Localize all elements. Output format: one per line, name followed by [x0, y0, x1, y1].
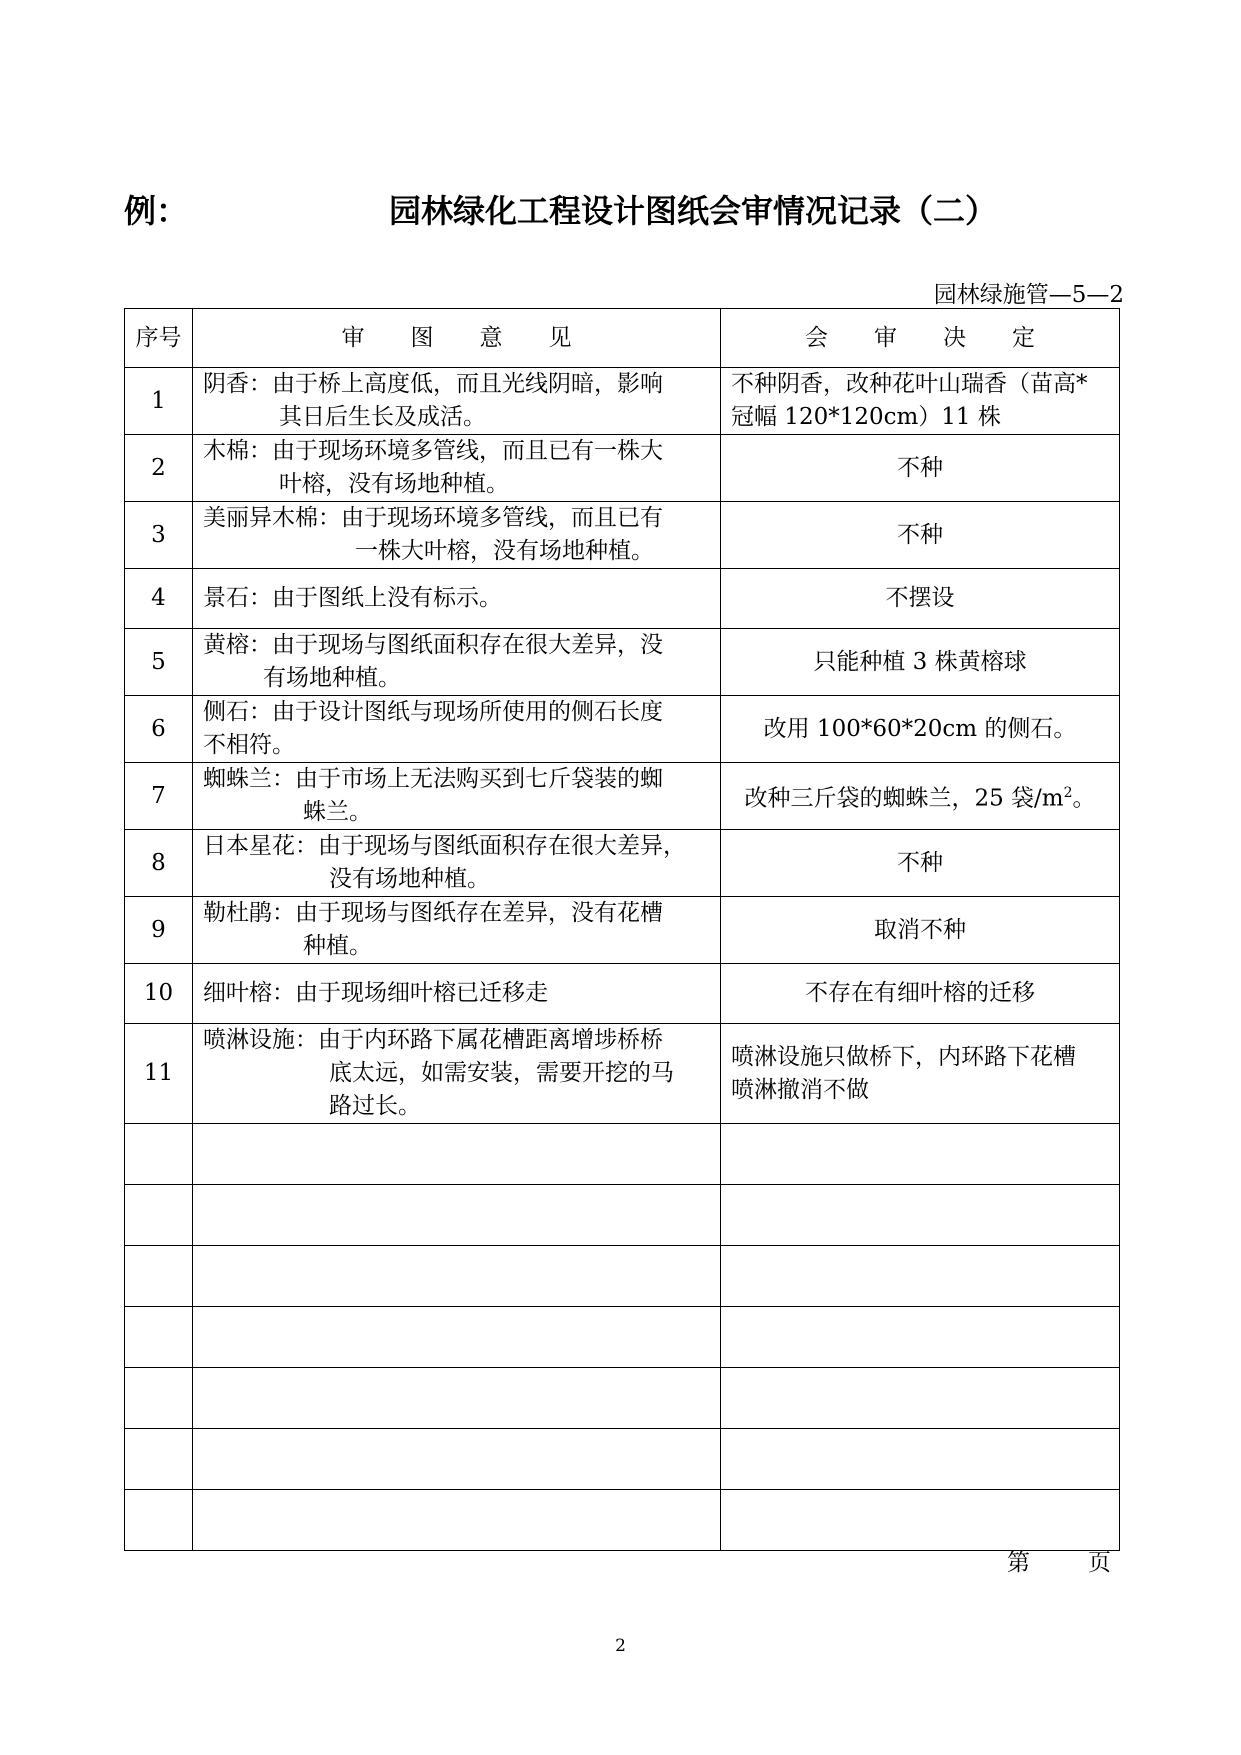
review-decision [721, 763, 1120, 830]
opinion-line: 不相符。 [203, 732, 295, 758]
opinion-line: 由于现场与图纸面积存在很大差异，没 [272, 632, 663, 658]
header-decision: 会 审 决 定 [721, 309, 1120, 368]
empty-cell [125, 1246, 193, 1307]
item-name: 勒杜鹃： [203, 900, 295, 926]
opinion-line: 由于现场环境多管线，而且已有 [341, 505, 663, 531]
opinion-line: 叶榕，没有场地种植。 [279, 471, 509, 497]
item-name: 景石： [203, 585, 272, 611]
example-label: 例： [124, 192, 189, 230]
empty-cell [125, 1124, 193, 1185]
table-row [125, 569, 1120, 629]
opinion-line: 由于设计图纸与现场所使用的侧石长度 [272, 699, 663, 725]
empty-cell [721, 1490, 1120, 1551]
opinion-line: 由于市场上无法购买到七斤袋装的蜘 [295, 766, 663, 792]
empty-row [125, 1246, 1120, 1307]
table-row [125, 830, 1120, 897]
review-opinion [193, 629, 721, 696]
review-decision [721, 1024, 1120, 1124]
document-title: 园林绿化工程设计图纸会审情况记录（二） [389, 192, 998, 230]
opinion-line: 底太远，如需安装，需要开挖的马 [329, 1060, 674, 1086]
review-opinion [193, 368, 721, 435]
item-name: 木棉： [203, 438, 272, 464]
empty-row [125, 1124, 1120, 1185]
decision-line: 冠幅 120*120cm）11 株 [731, 404, 1001, 430]
row-number: 10 [125, 964, 193, 1024]
review-opinion [193, 1024, 721, 1124]
item-name: 日本星花： [203, 833, 318, 859]
table-header-row [125, 309, 1120, 368]
empty-cell [721, 1185, 1120, 1246]
review-opinion [193, 897, 721, 964]
item-name: 侧石： [203, 699, 272, 725]
empty-row [125, 1185, 1120, 1246]
review-decision: 不种 [721, 502, 1120, 569]
row-number: 3 [125, 502, 193, 569]
row-number: 6 [125, 696, 193, 763]
table-row [125, 763, 1120, 830]
page-label-prefix: 第 [1007, 1550, 1030, 1576]
row-number: 11 [125, 1024, 193, 1124]
empty-row [125, 1429, 1120, 1490]
item-name: 阴香： [203, 371, 272, 397]
decision-line: 喷淋撤消不做 [731, 1076, 869, 1103]
row-number: 9 [125, 897, 193, 964]
page-label-suffix: 页 [1088, 1550, 1111, 1576]
opinion-line: 由于图纸上没有标示。 [272, 585, 502, 611]
empty-cell [721, 1246, 1120, 1307]
review-opinion [193, 502, 721, 569]
review-decision [721, 368, 1120, 435]
review-opinion [193, 696, 721, 763]
review-record-table [124, 308, 1120, 1551]
table-row [125, 1024, 1120, 1124]
review-decision: 改用 100*60*20cm 的侧石。 [721, 696, 1120, 763]
decision-line: 喷淋设施只做桥下，内环路下花槽 [731, 1043, 1076, 1070]
item-name: 喷淋设施： [203, 1027, 318, 1053]
review-opinion [193, 964, 721, 1024]
opinion-line: 路过长。 [329, 1093, 421, 1119]
opinion-line: 由于现场与图纸面积存在很大差异， [318, 833, 686, 859]
opinion-line: 一株大叶榕，没有场地种植。 [355, 538, 654, 564]
empty-cell [125, 1490, 193, 1551]
opinion-line: 由于现场环境多管线，而且已有一株大 [272, 438, 663, 464]
row-number: 7 [125, 763, 193, 830]
review-opinion [193, 763, 721, 830]
empty-cell [721, 1307, 1120, 1368]
review-decision: 不摆设 [721, 569, 1120, 629]
item-name: 美丽异木棉： [203, 505, 341, 531]
page-number: 2 [615, 1636, 626, 1656]
review-decision: 不存在有细叶榕的迁移 [721, 964, 1120, 1024]
table-row [125, 964, 1120, 1024]
opinion-line: 种植。 [303, 933, 372, 959]
empty-cell [125, 1185, 193, 1246]
superscript: 2 [1063, 784, 1073, 801]
empty-cell [125, 1368, 193, 1429]
opinion-line: 蛛兰。 [303, 799, 372, 825]
opinion-line: 其日后生长及成活。 [279, 404, 486, 430]
empty-cell [193, 1368, 721, 1429]
decision-line: 不种阴香，改种花叶山瑞香（苗高* [731, 371, 1088, 397]
empty-row [125, 1490, 1120, 1551]
form-code: 园林绿施管—5—2 [933, 282, 1124, 308]
empty-cell [193, 1185, 721, 1246]
empty-cell [125, 1429, 193, 1490]
table-row [125, 897, 1120, 964]
opinion-line: 有场地种植。 [263, 665, 401, 691]
empty-cell [193, 1124, 721, 1185]
table-row [125, 696, 1120, 763]
table-row [125, 502, 1120, 569]
row-number: 5 [125, 629, 193, 696]
table-row [125, 629, 1120, 696]
page-label [1007, 1544, 1111, 1577]
item-name: 黄榕： [203, 632, 272, 658]
opinion-line: 由于现场细叶榕已迁移走 [295, 980, 548, 1006]
review-opinion [193, 830, 721, 897]
empty-cell [193, 1246, 721, 1307]
empty-cell [125, 1307, 193, 1368]
empty-row [125, 1307, 1120, 1368]
item-name: 细叶榕： [203, 980, 295, 1006]
empty-cell [193, 1429, 721, 1490]
opinion-line: 没有场地种植。 [329, 866, 490, 892]
header-opinion: 审 图 意 见 [193, 309, 721, 368]
table-row [125, 368, 1120, 435]
review-opinion [193, 435, 721, 502]
opinion-line: 由于桥上高度低，而且光线阴暗，影响 [272, 371, 663, 397]
row-number: 2 [125, 435, 193, 502]
row-number: 4 [125, 569, 193, 629]
title-row [124, 186, 1114, 236]
review-decision: 不种 [721, 830, 1120, 897]
row-number: 1 [125, 368, 193, 435]
empty-row [125, 1368, 1120, 1429]
empty-cell [721, 1124, 1120, 1185]
row-number: 8 [125, 830, 193, 897]
opinion-line: 由于现场与图纸存在差异，没有花槽 [295, 900, 663, 926]
decision-tail: 。 [1072, 785, 1096, 812]
decision-line: 改种三斤袋的蜘蛛兰，25 袋/m [744, 785, 1064, 812]
review-decision: 取消不种 [721, 897, 1120, 964]
review-decision: 不种 [721, 435, 1120, 502]
item-name: 蜘蛛兰： [203, 766, 295, 792]
header-no: 序号 [125, 309, 193, 368]
empty-cell [193, 1307, 721, 1368]
table-row [125, 435, 1120, 502]
opinion-line: 由于内环路下属花槽距离增埗桥桥 [318, 1027, 663, 1053]
empty-cell [721, 1429, 1120, 1490]
empty-cell [721, 1368, 1120, 1429]
empty-cell [193, 1490, 721, 1551]
review-decision: 只能种植 3 株黄榕球 [721, 629, 1120, 696]
review-opinion [193, 569, 721, 629]
